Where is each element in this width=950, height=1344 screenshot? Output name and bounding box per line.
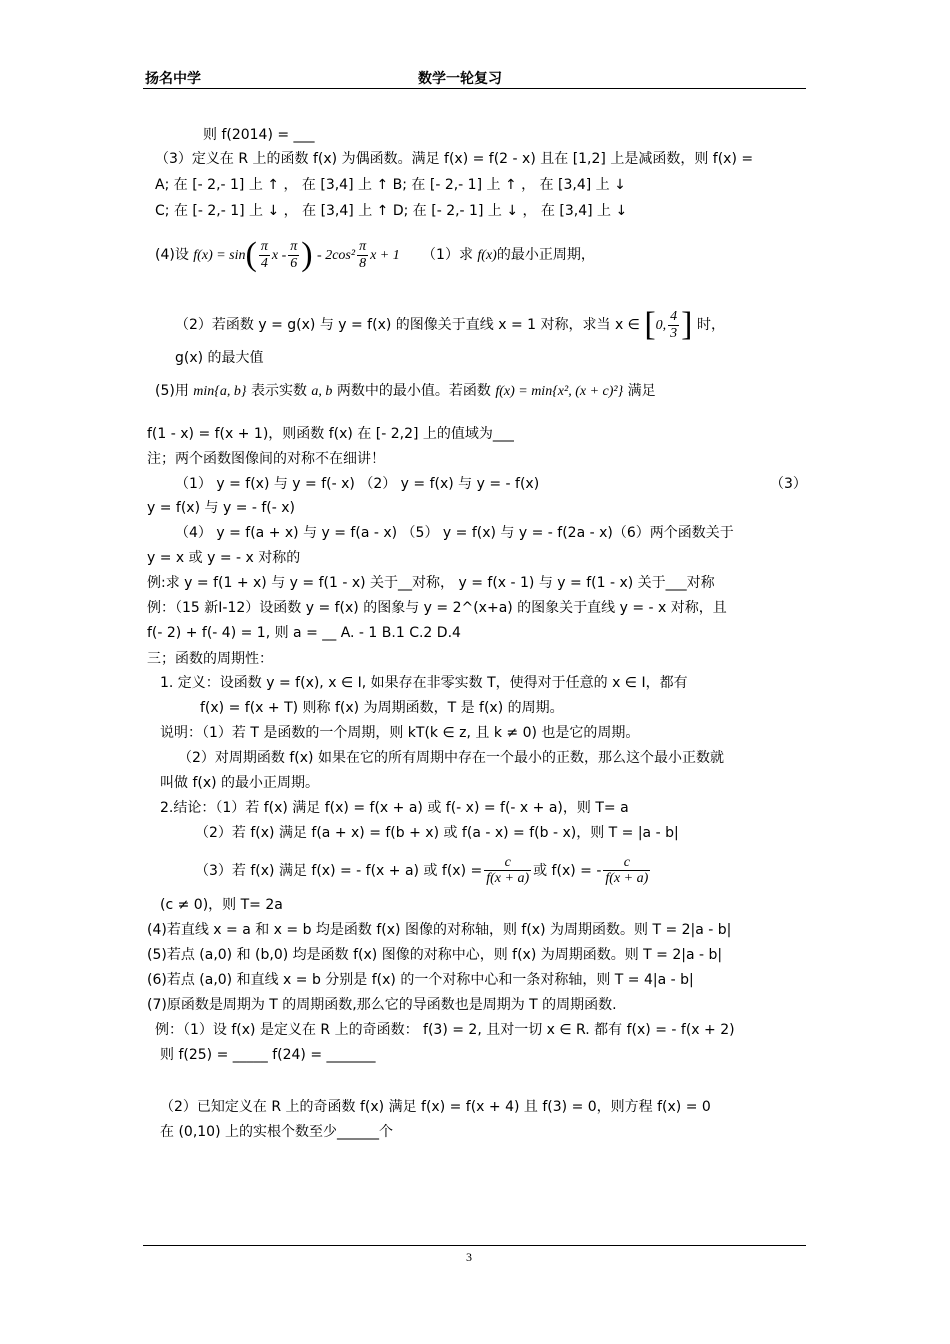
fraction-numerator: c bbox=[484, 855, 531, 871]
text-line: 例:求 y = f(1 + x) 与 y = f(1 - x) 关于__对称， y = f(x - 1) 与 y = f(1 - x) 关于___对称 bbox=[147, 575, 715, 591]
fraction bbox=[259, 239, 270, 271]
text-line: y = f(x) 与 y = - f(- x) bbox=[147, 500, 296, 516]
header-school: 扬名中学 bbox=[145, 71, 201, 87]
text-line: 叫做 f(x) 的最小正周期。 bbox=[160, 775, 320, 791]
text-line: （2）对周期函数 f(x) 如果在它的所有周期中存在一个最小的正数，那么这个最小正数就 bbox=[178, 750, 724, 766]
fraction-denominator: 4 bbox=[260, 255, 268, 271]
math-fragment: - 2cos² bbox=[317, 248, 356, 263]
text-fragment: （1）求 bbox=[422, 247, 473, 263]
math-fragment: f(x) bbox=[477, 248, 497, 263]
text-line: (5)若点 (a,0) 和 (b,0) 均是函数 f(x) 图像的对称中心，则 f(x) 为周期函数。则 T = 2|a - b| bbox=[147, 947, 723, 963]
fraction-numerator: 4 bbox=[670, 309, 678, 325]
text-line: A; 在 [- 2,- 1] 上 ↑ ， 在 [3,4] 上 ↑ B; 在 [- 2,- 1] 上 ↑ ， 在 [3,4] 上 ↓ bbox=[155, 177, 626, 193]
text-fragment: （2）若函数 y = g(x) 与 y = f(x) 的图像关于直线 x = 1 对称，求当 x ∈ bbox=[175, 317, 640, 333]
text-line: y = x 或 y = - x 对称的 bbox=[147, 550, 301, 566]
text-line: (6)若点 (a,0) 和直线 x = b 分别是 f(x) 的一个对称中心和一条对称轴，则 T = 4|a - b| bbox=[147, 972, 694, 988]
text-line: （1） y = f(x) 与 y = f(- x) （2） y = f(x) 与 y = - f(x) bbox=[175, 476, 540, 492]
text-line: 2.结论：（1）若 f(x) 满足 f(x) = f(x + a) 或 f(- x) = f(- x + a)，则 T= a bbox=[160, 800, 629, 816]
text-line: （2）若 f(x) 满足 f(a + x) = f(b + x) 或 f(a - x) = f(b - x)，则 T = |a - b| bbox=[195, 825, 679, 841]
text-fragment: （3）若 f(x) 满足 f(x) = - f(x + a) 或 f(x) = bbox=[195, 862, 483, 879]
text-line: (4)若直线 x = a 和 x = b 均是函数 f(x) 图像的对称轴，则 f(x) 为周期函数。则 T = 2|a - b| bbox=[147, 922, 732, 938]
text-line: 则 f(25) = _____ f(24) = _______ bbox=[160, 1047, 376, 1063]
text-line: （4） y = f(a + x) 与 y = f(a - x) （5） y = f(x) 与 y = - f(2a - x)（6）两个函数关于 bbox=[175, 525, 734, 541]
text-line: 说明：（1）若 T 是函数的一个周期，则 kT(k ∈ z, 且 k ≠ 0) 也是它的周期。 bbox=[160, 725, 640, 741]
text-line: g(x) 的最大值 bbox=[175, 350, 264, 366]
fraction-numerator: π bbox=[260, 239, 268, 255]
formula-line bbox=[155, 383, 656, 401]
fraction bbox=[668, 309, 679, 341]
text-line: (7)原函数是周期为 T 的周期函数,那么它的导函数也是周期为 T 的周期函数. bbox=[147, 997, 617, 1013]
text-line: 在 (0,10) 上的实根个数至少______个 bbox=[160, 1124, 393, 1140]
fraction bbox=[603, 855, 650, 887]
right-bracket: ] bbox=[681, 306, 693, 343]
text-fragment: (5)用 bbox=[155, 383, 189, 399]
fraction bbox=[288, 239, 299, 271]
formula-line bbox=[195, 855, 652, 887]
text-fragment: 满足 bbox=[627, 383, 656, 399]
fraction-denominator: f(x + a) bbox=[486, 871, 530, 887]
math-fragment: min{a, b} bbox=[193, 384, 247, 399]
text-line: (c ≠ 0)，则 T= 2a bbox=[160, 897, 283, 913]
fraction bbox=[484, 855, 531, 887]
text-line: C; 在 [- 2,- 1] 上 ↓ ， 在 [3,4] 上 ↑ D; 在 [- 2,- 1] 上 ↓ ， 在 [3,4] 上 ↓ bbox=[155, 203, 628, 219]
text-fragment: 表示实数 bbox=[250, 383, 307, 399]
text-line: 例：（15 新I-12）设函数 y = f(x) 的图象与 y = 2^(x+a) 的图象关于直线 y = - x 对称，且 bbox=[147, 600, 727, 616]
text-line: f(1 - x) = f(x + 1)，则函数 f(x) 在 [- 2,2] 上的值域为___ bbox=[147, 426, 514, 442]
fraction-denominator: 8 bbox=[359, 255, 367, 271]
text-fragment: 或 f(x) = - bbox=[533, 862, 602, 879]
text-fragment: 的最小正周期， bbox=[496, 247, 595, 263]
fraction bbox=[357, 239, 368, 271]
text-line: （3） bbox=[770, 476, 807, 492]
header-title: 数学一轮复习 bbox=[418, 71, 502, 87]
footer-rule bbox=[143, 1245, 806, 1246]
text-line: f(x) = f(x + T) 则称 f(x) 为周期函数，T 是 f(x) 的周期。 bbox=[200, 700, 564, 716]
fraction-denominator: 3 bbox=[670, 325, 678, 341]
math-fragment: f(x) = sin bbox=[193, 248, 246, 263]
text-line: （2）已知定义在 R 上的奇函数 f(x) 满足 f(x) = f(x + 4) 且 f(3) = 0，则方程 f(x) = 0 bbox=[160, 1099, 711, 1115]
right-paren: ) bbox=[301, 236, 313, 273]
page-number: 3 bbox=[466, 1250, 472, 1264]
text-line: （3）定义在 R 上的函数 f(x) 为偶函数。满足 f(x) = f(2 - x) 且在 [1,2] 上是减函数，则 f(x) = bbox=[155, 151, 754, 167]
text-line: 例：（1）设 f(x) 是定义在 R 上的奇函数： f(3) = 2, 且对一切 x ∈ R. 都有 f(x) = - f(x + 2) bbox=[155, 1022, 735, 1038]
text-line: 1. 定义：设函数 y = f(x), x ∈ I, 如果存在非零实数 T，使得对于任意的 x ∈ I，都有 bbox=[160, 675, 688, 691]
text-fragment: (4)设 bbox=[155, 247, 189, 263]
text-line: 则 f(2014) = ___ bbox=[203, 127, 315, 143]
math-fragment: a, b bbox=[311, 384, 333, 399]
fraction-denominator: 6 bbox=[290, 255, 298, 271]
fraction-numerator: c bbox=[603, 855, 650, 871]
math-fragment: 0, bbox=[655, 318, 667, 333]
fraction-numerator: π bbox=[290, 239, 298, 255]
math-fragment: x - bbox=[271, 248, 287, 263]
text-line: 注；两个函数图像间的对称不在细讲！ bbox=[147, 451, 385, 467]
math-fragment: f(x) = min{x², (x + c)²} bbox=[495, 384, 624, 399]
text-fragment: 时， bbox=[696, 317, 725, 333]
fraction-numerator: π bbox=[359, 239, 367, 255]
left-paren: ( bbox=[245, 236, 257, 273]
formula-line bbox=[175, 308, 725, 342]
text-fragment: 两数中的最小值。若函数 bbox=[336, 383, 491, 399]
formula-line bbox=[155, 238, 595, 272]
math-fragment: x + 1 bbox=[370, 248, 400, 263]
section-heading: 三；函数的周期性： bbox=[147, 651, 273, 667]
header-rule bbox=[143, 88, 806, 89]
fraction-denominator: f(x + a) bbox=[605, 871, 649, 887]
left-bracket: [ bbox=[644, 306, 656, 343]
text-line: f(- 2) + f(- 4) = 1, 则 a = __ A. - 1 B.1 C.2 D.4 bbox=[147, 625, 461, 641]
